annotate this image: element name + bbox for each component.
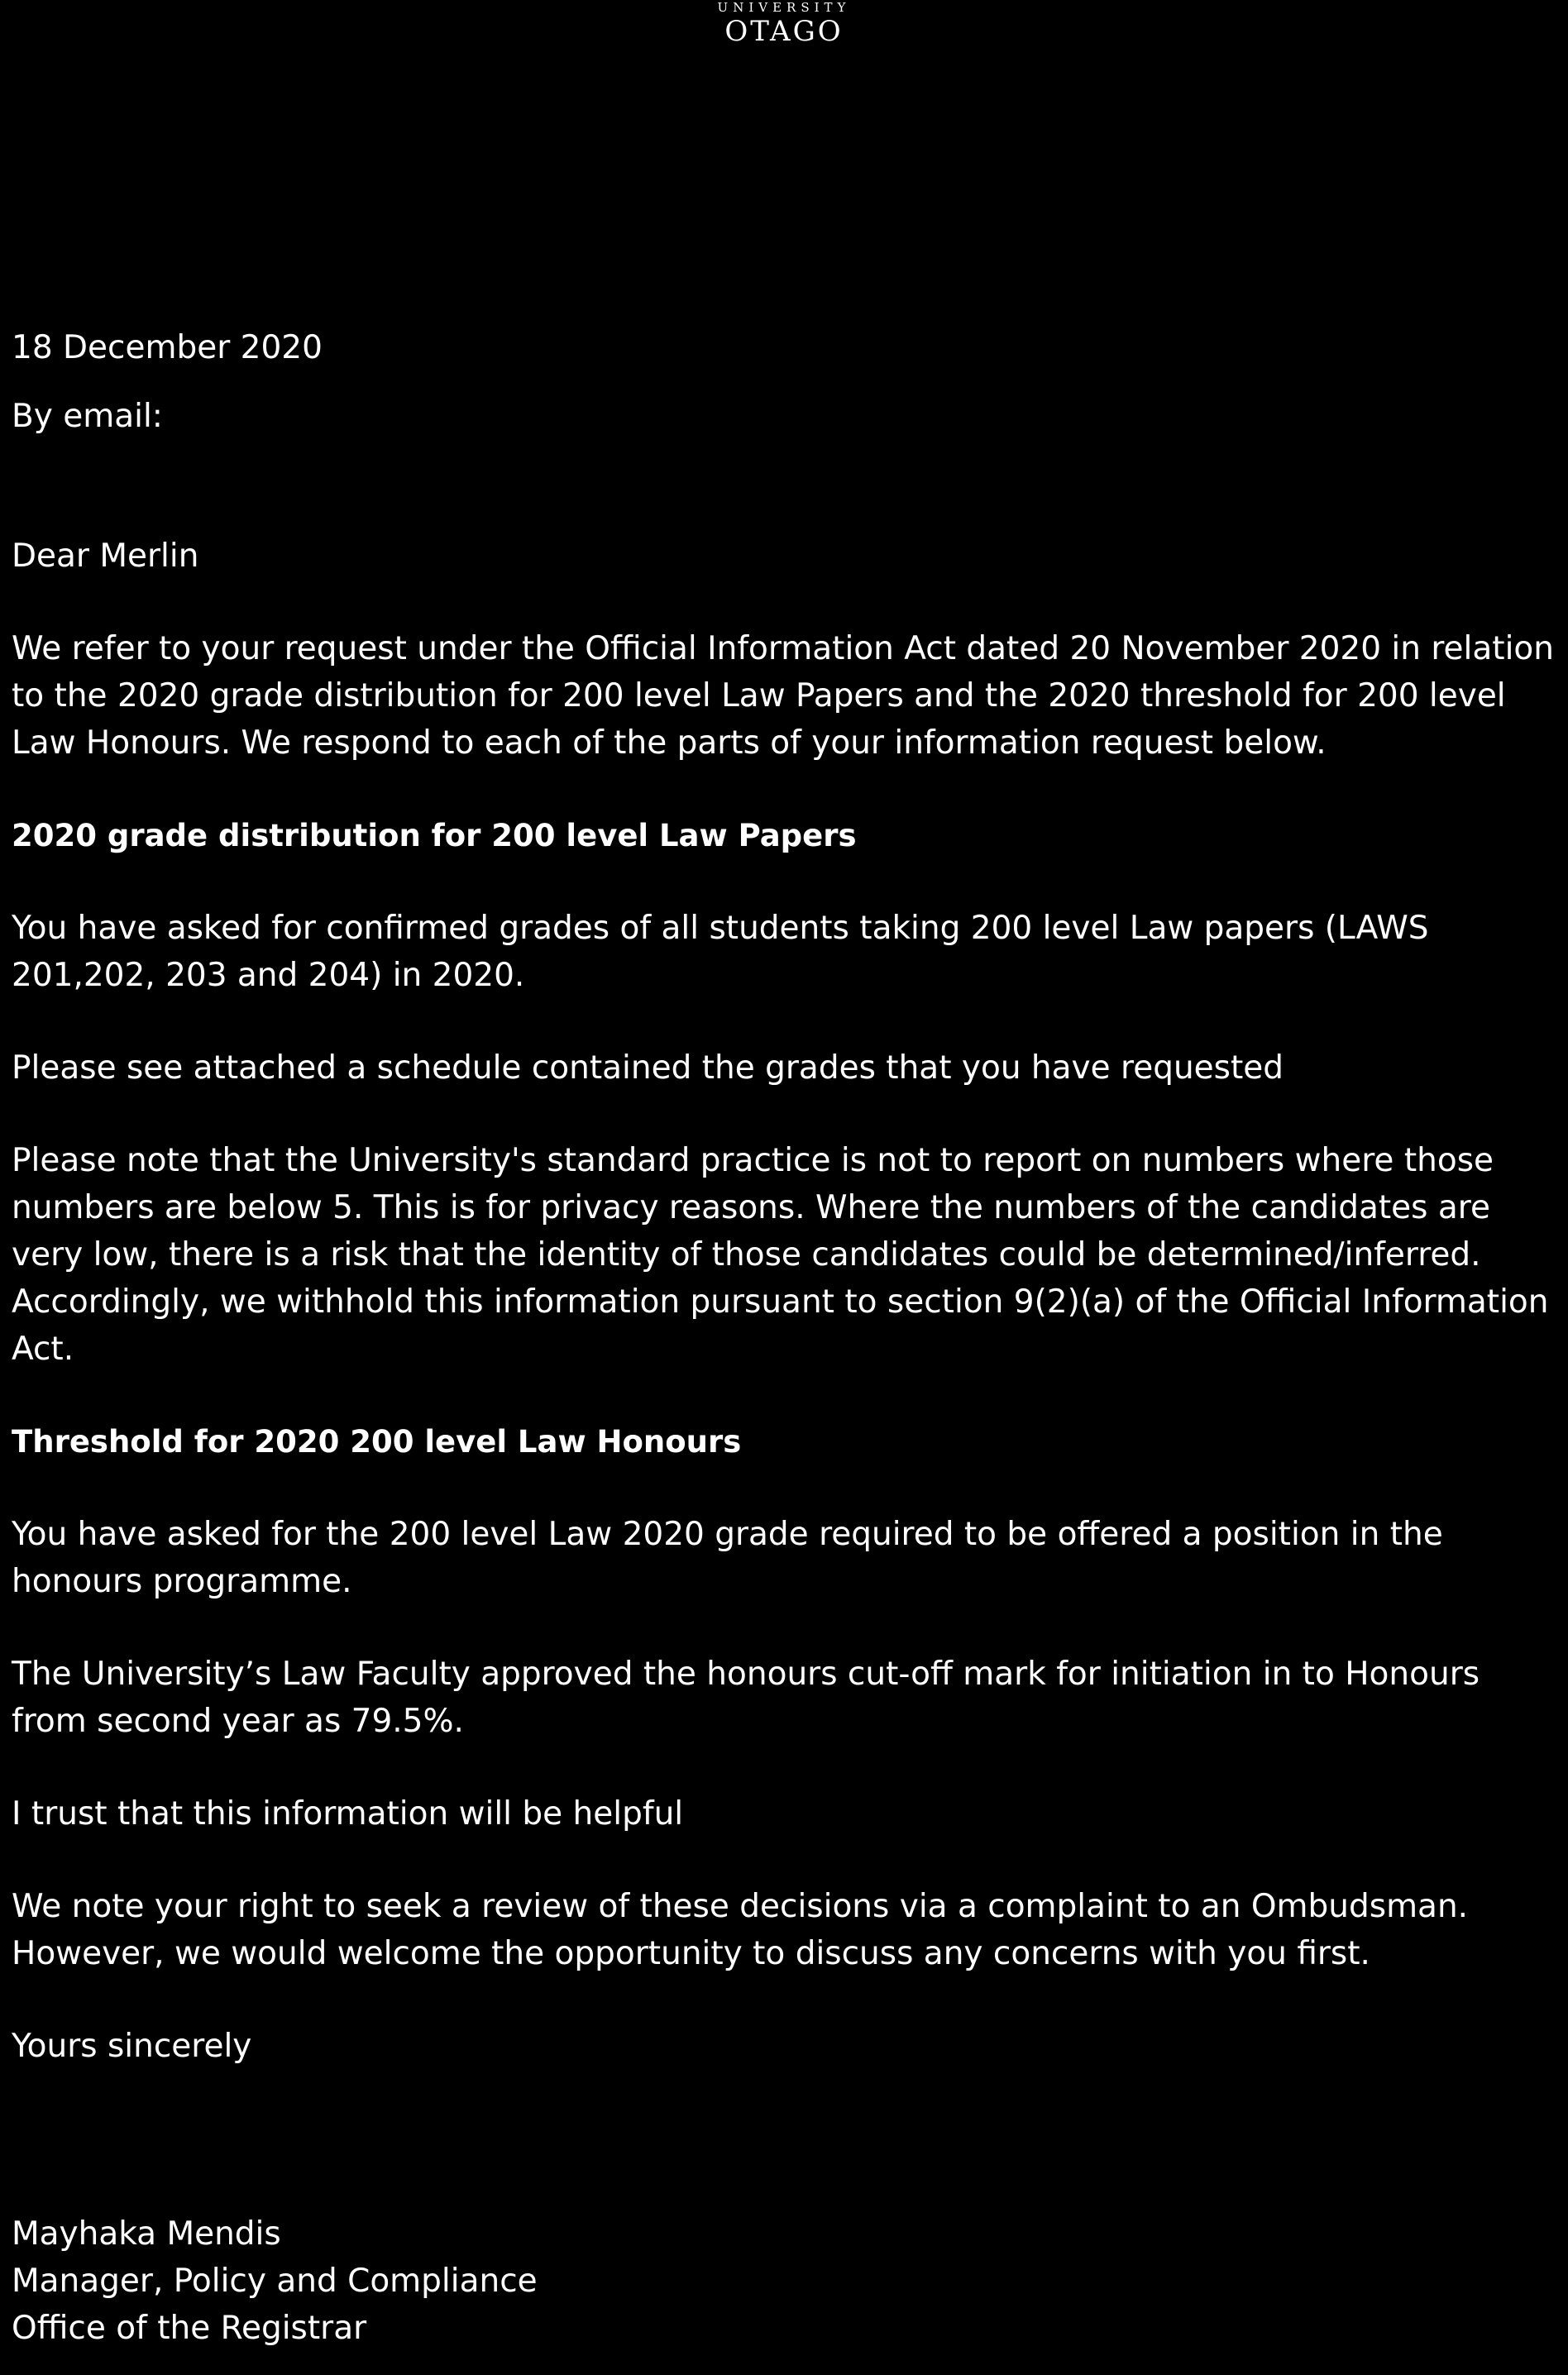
logo-otago-text: OTAGO	[724, 15, 844, 48]
signatory-title: Manager, Policy and Compliance	[12, 2263, 538, 2300]
delivery-method: By email:	[12, 398, 163, 435]
cutoff-paragraph: The University’s Law Faculty approved the honours cut-off mark for initiation in to Honours from second year as 79.5%.	[12, 1656, 1480, 1740]
grade-request-paragraph: You have asked for confirmed grades of all students taking 200 level Law papers (LAWS 201,202, 203 and 204) in 2020.	[12, 910, 1429, 994]
salutation: Dear Merlin	[12, 538, 199, 575]
threshold-request-paragraph: You have asked for the 200 level Law 2020 grade required to be offered a position in the honours programme.	[12, 1516, 1443, 1600]
closing: Yours sincerely	[12, 2028, 252, 2065]
section-heading-grade-distribution: 2020 grade distribution for 200 level Law Papers	[12, 818, 857, 853]
letter-date: 18 December 2020	[12, 329, 323, 366]
trust-paragraph: I trust that this information will be helpful	[12, 1795, 684, 1833]
logo-university-text: UNIVERSITY	[717, 0, 851, 15]
letter-body	[12, 324, 1560, 2352]
intro-paragraph: We refer to your request under the Official Information Act dated 20 November 2020 in relation to the 2020 grade distribution for 200 level Law Papers and the 2020 threshold for 200 level Law Honours. We respond to each of the parts of your information request below.	[12, 630, 1554, 762]
section-heading-honours-threshold: Threshold for 2020 200 level Law Honours	[12, 1424, 742, 1460]
signatory-office: Office of the Registrar	[12, 2310, 367, 2347]
attachment-paragraph: Please see attached a schedule contained the grades that you have requested	[12, 1049, 1284, 1087]
review-paragraph: We note your right to seek a review of these decisions via a complaint to an Ombudsman. However, we would welcome the opportunity to discuss any concerns with you first.	[12, 1888, 1469, 1972]
privacy-paragraph: Please note that the University's standard practice is not to report on numbers where those numbers are below 5. This is for privacy reasons. Where the numbers of the candidates are very low, there is a risk that the identity of those candidates could be determined/inferred. Accordingly, we withhold this information pursuant to section 9(2)(a) of the Official Information Act.	[12, 1142, 1549, 1368]
signatory-name: Mayhaka Mendis	[12, 2215, 281, 2253]
